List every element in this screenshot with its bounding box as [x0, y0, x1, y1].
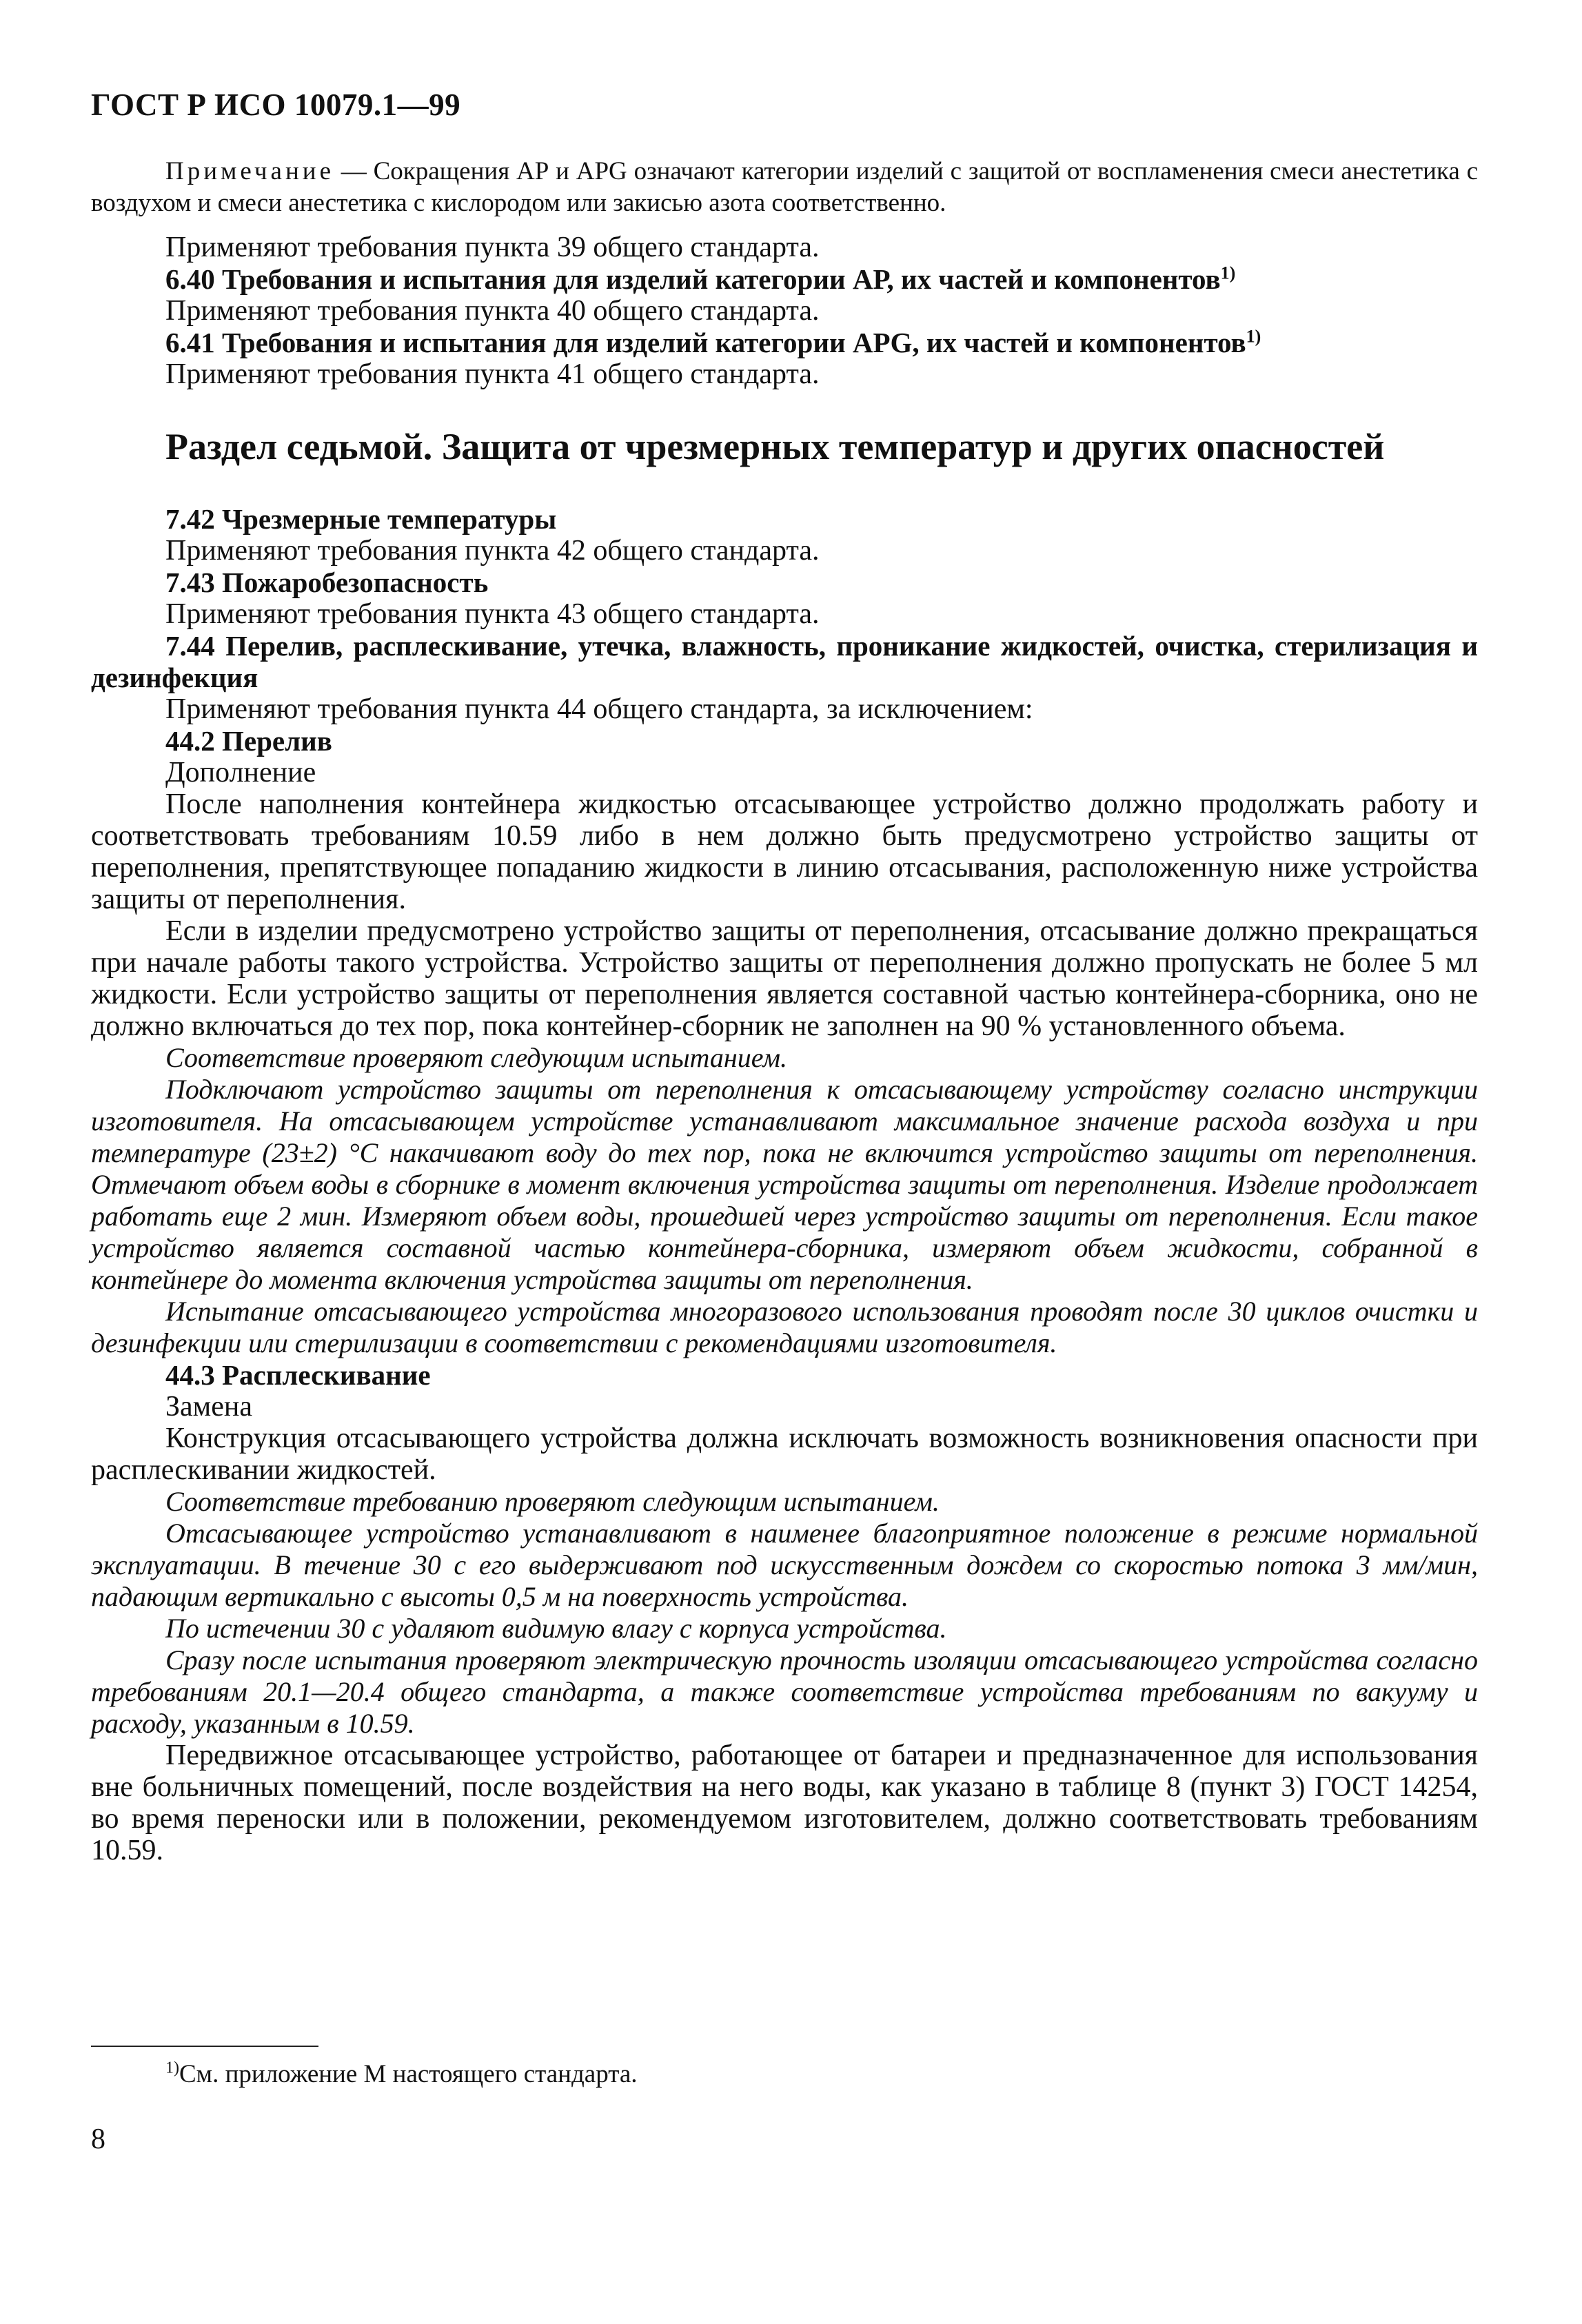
addition-label: Дополнение [165, 757, 316, 788]
page-number: 8 [91, 2123, 105, 2155]
heading-44-3: 44.3 Расплескивание [165, 1359, 431, 1391]
test-paragraph-44-3-b: Отсасывающее устройство устанавливают в наименее благоприятное положение в режиме нормальной эксплуатации. В течение 30 с его выдерживают под искусственным дождем со скоростью потока 3 мм/мин, падающим вертикально с высоты 0,5 м на поверхность устройства. [91, 1518, 1478, 1612]
footnote-text: См. приложение М настоящего стандарта. [179, 2060, 638, 2088]
note-text: — Сокращения АР и APG означают категории изделий с защитой от воспламенения смеси анестетика с воздухом и смеси анестетика с кислородом или закисью азота соответственно. [91, 157, 1478, 217]
paragraph-42: Применяют требования пункта 42 общего стандарта. [165, 535, 820, 567]
paragraph-43: Применяют требования пункта 43 общего стандарта. [165, 598, 820, 630]
note-paragraph [91, 156, 1478, 219]
paragraph-44-2-a: После наполнения контейнера жидкостью отсасывающее устройство должно продолжать работу и соответствовать требованиям 10.59 либо в нем должно быть предусмотрено устройство защиты от переполнения, препятствующее попаданию жидкости в линию отсасывания, расположенную ниже устройства защиты от переполнения. [91, 788, 1478, 915]
footnote [165, 2059, 638, 2090]
replacement-label: Замена [165, 1391, 253, 1423]
heading-6-40-text: 6.40 Требования и испытания для изделий категории АР, их частей и компонентов [165, 263, 1221, 295]
footnote-ref: 1) [1246, 326, 1261, 347]
heading-6-40 [91, 263, 1478, 295]
test-paragraph-44-2-c: Испытание отсасывающего устройства многоразового использования проводят после 30 циклов очистки и дезинфекции или стерилизации в соответствии с рекомендациями изготовителя. [91, 1296, 1478, 1358]
test-paragraph-44-3-c: По истечении 30 с удаляют видимую влагу с корпуса устройства. [165, 1613, 947, 1644]
heading-6-41-text: 6.41 Требования и испытания для изделий категории APG, их частей и компонентов [165, 327, 1246, 358]
note-label: Примечание [165, 157, 334, 185]
paragraph-44: Применяют требования пункта 44 общего стандарта, за исключением: [165, 693, 1033, 725]
paragraph-39: Применяют требования пункта 39 общего стандарта. [165, 232, 820, 263]
heading-7-44: 7.44 Перелив, расплескивание, утечка, влажность, проникание жидкостей, очистка, стерилизация и дезинфекция [91, 630, 1478, 693]
paragraph-44-3-a: Конструкция отсасывающего устройства должна исключать возможность возникновения опасности при расплескивании жидкостей. [91, 1423, 1478, 1486]
test-paragraph-44-2-a: Соответствие проверяют следующим испытанием. [165, 1042, 788, 1073]
paragraph-44-3-b: Передвижное отсасывающее устройство, работающее от батареи и предназначенное для использования вне больничных помещений, после воздействия на него воды, как указано в таблице 8 (пункт 3) ГОСТ 14254, во время переноски или в положении, рекомендуемом изготовителем, должно соответствовать требованиям 10.59. [91, 1740, 1478, 1866]
section-title: Раздел седьмой. Защита от чрезмерных температур и других опасностей [165, 426, 1385, 467]
paragraph-41: Применяют требования пункта 41 общего стандарта. [165, 358, 820, 390]
heading-6-41 [91, 327, 1478, 358]
test-paragraph-44-3-a: Соответствие требованию проверяют следующим испытанием. [165, 1486, 940, 1517]
heading-7-43: 7.43 Пожаробезопасность [165, 567, 489, 598]
footnote-ref: 1) [1220, 263, 1236, 283]
document-header: ГОСТ Р ИСО 10079.1—99 [91, 88, 461, 122]
paragraph-40: Применяют требования пункта 40 общего стандарта. [165, 295, 820, 327]
heading-44-2: 44.2 Перелив [165, 725, 332, 757]
footnote-mark: 1) [165, 2059, 179, 2077]
footnote-divider [91, 2046, 318, 2047]
test-paragraph-44-2-b: Подключают устройство защиты от переполнения к отсасывающему устройству согласно инструкции изготовителя. На отсасывающем устройстве устанавливают максимальное значение расхода воздуха и при температуре (23±2) °С накачивают воду до тех пор, пока не включится устройство защиты от переполнения. Отмечают объем воды в сборнике в момент включения устройства защиты от переполнения. Изделие продолжает работать еще 2 мин. Измеряют объем воды, прошедшей через устройство защиты от переполнения. Если такое устройство является составной частью контейнера-сборника, измеряют объем жидкости, собранной в контейнере до момента включения устройства защиты от переполнения. [91, 1074, 1478, 1295]
paragraph-44-2-b: Если в изделии предусмотрено устройство защиты от переполнения, отсасывание должно прекращаться при начале работы такого устройства. Устройство защиты от переполнения должно пропускать не более 5 мл жидкости. Если устройство защиты от переполнения является составной частью контейнера-сборника, оно не должно включаться до тех пор, пока контейнер-сборник не заполнен на 90 % установленного объема. [91, 915, 1478, 1042]
heading-7-42: 7.42 Чрезмерные температуры [165, 503, 557, 535]
test-paragraph-44-3-d: Сразу после испытания проверяют электрическую прочность изоляции отсасывающего устройства согласно требованиям 20.1—20.4 общего стандарта, а также соответствие устройства требованиям по вакууму и расходу, указанным в 10.59. [91, 1644, 1478, 1739]
page-body [91, 156, 1478, 1866]
